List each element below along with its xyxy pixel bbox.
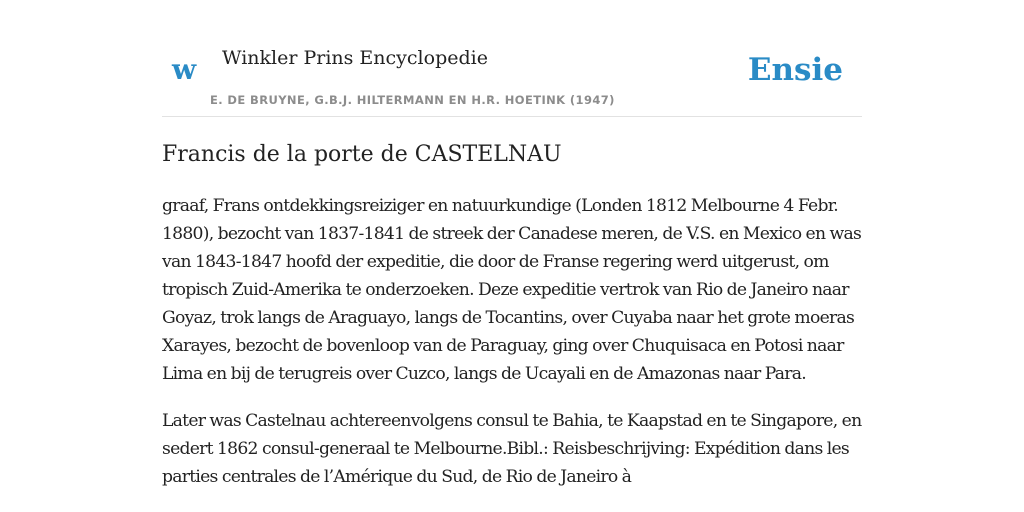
article-body [162,192,862,510]
publication-authors: E. DE BRUYNE, G.B.J. HILTERMANN EN H.R. HOETINK (1947) [210,93,615,107]
article-paragraph: graaf, Frans ontdekkingsreiziger en natuurkundige (Londen 1812 Melbourne 4 Febr. 1880), bezocht van 1837-1841 de streek der Canadese meren, de V.S. en Mexico en was van 1843-1847 hoofd der expeditie, die door de Franse regering werd uitgerust, om tropisch Zuid-Amerika te onderzoeken. Deze expeditie vertrok van Rio de Janeiro naar Goyaz, trok langs de Araguayo, langs de Tocantins, over Cuyaba naar het grote moeras Xarayes, bezocht de bovenloop van de Paraguay, ging over Chuquisaca en Potosi naar Lima en bij de terugreis over Cuzco, langs de Ucayali en de Amazonas naar Para. [162,196,862,384]
site-header [162,0,862,117]
page [162,0,862,512]
article-title: Francis de la porte de CASTELNAU [162,142,562,167]
publication-title[interactable]: Winkler Prins Encyclopedie [222,47,488,69]
publication-logo[interactable]: w [172,53,197,86]
ensie-logo-link[interactable]: Ensie [747,52,843,88]
article-paragraph: Later was Castelnau achtereenvolgens consul te Bahia, te Kaapstad en te Singapore, en sedert 1862 consul-generaal te Melbourne.Bibl.: Reisbeschrijving: Expédition dans les parties centrales de l’Amérique du Sud, de Rio de Janeiro à [162,411,862,487]
